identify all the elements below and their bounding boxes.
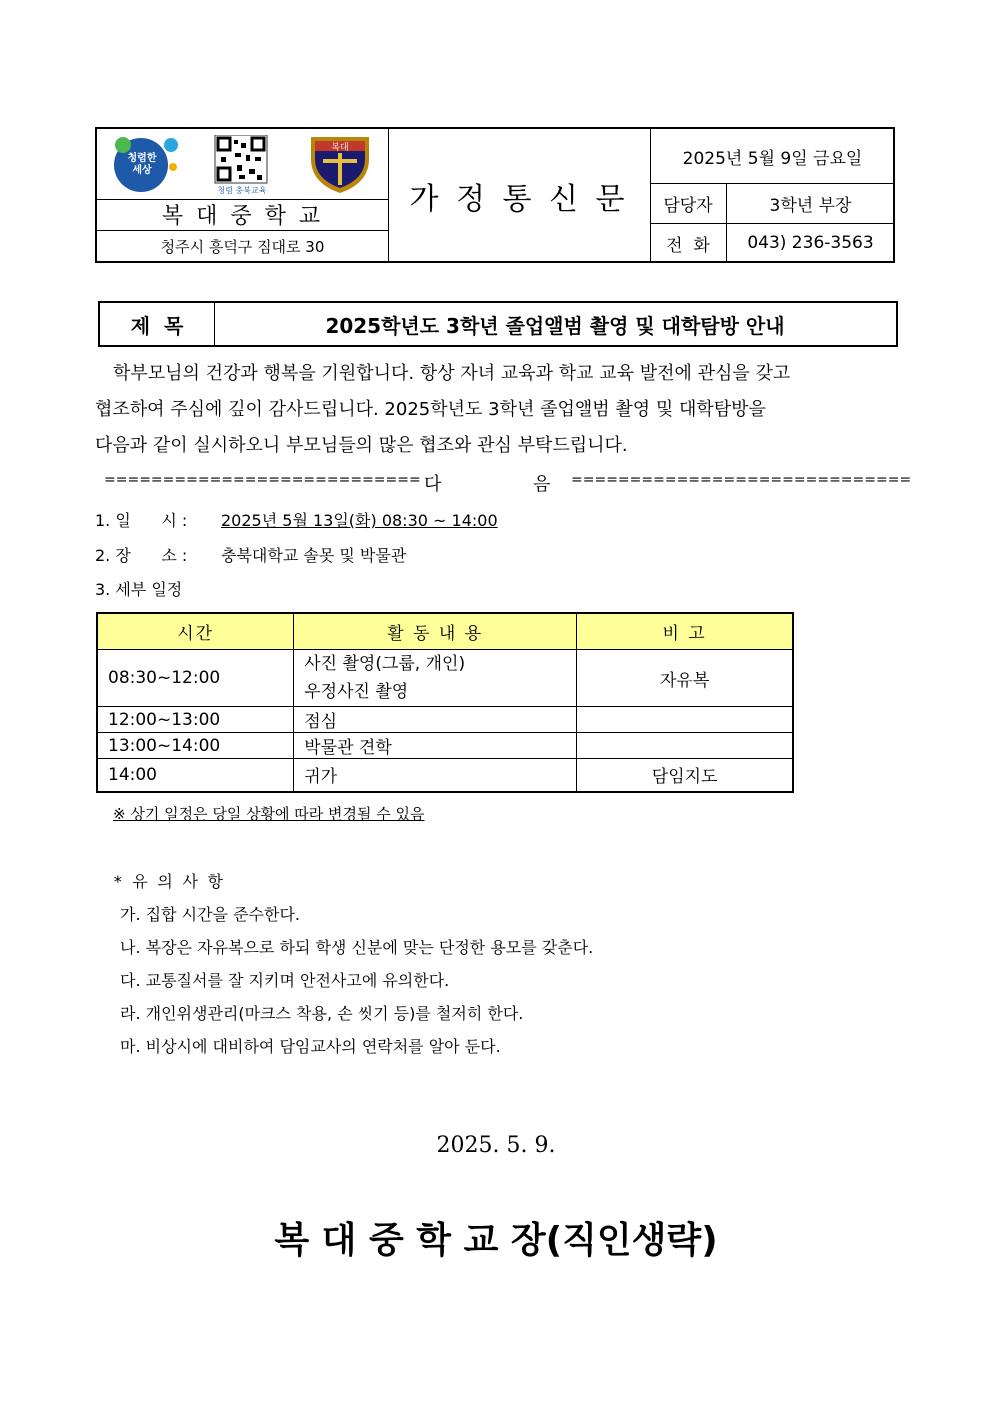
- subject-label: 제 목: [130, 313, 184, 338]
- caution-item: 다. 교통질서를 잘 지키며 안전사고에 유의한다.: [120, 971, 450, 990]
- header-time: 시간: [97, 613, 294, 650]
- row-activity: 귀가: [294, 759, 577, 792]
- row-activity: 박물관 견학: [294, 733, 577, 759]
- slogan-logo: [111, 133, 181, 197]
- schedule-footnote: ※ 상기 일정은 당일 상황에 따라 변경될 수 있음: [113, 805, 425, 823]
- slogan-text: 청렴한 세상: [127, 153, 157, 176]
- table-row: [97, 759, 793, 792]
- row-note: [577, 707, 793, 733]
- subject-box: [98, 301, 898, 347]
- header-note: 비 고: [577, 613, 793, 650]
- item-3-label: 3. 세부 일정: [95, 580, 183, 599]
- cautions-title: * 유 의 사 항: [113, 872, 223, 891]
- school-name: 복 대 중 학 교: [161, 204, 324, 229]
- table-row: [97, 707, 793, 733]
- schedule-table: [96, 612, 794, 793]
- caution-item: 마. 비상시에 대비하여 담임교사의 연락처를 알아 둔다.: [120, 1037, 501, 1056]
- activity-line: 우정사진 촬영: [304, 682, 409, 702]
- school-emblem: [307, 133, 373, 195]
- phone-label: 전 화: [666, 235, 710, 256]
- row-time: 13:00~14:00: [97, 733, 294, 759]
- header-activity: 활 동 내 용: [294, 613, 577, 650]
- row-activity: [294, 650, 577, 707]
- row-note: 담임지도: [577, 759, 793, 792]
- footer-date: 2025. 5. 9.: [436, 1133, 556, 1158]
- item-1-value: 2025년 5월 13일(화) 08:30 ~ 14:00: [221, 511, 498, 530]
- row-time: 08:30~12:00: [97, 650, 294, 707]
- intro-line-1: 학부모님의 건강과 행복을 기원합니다. 항상 자녀 교육과 학교 교육 발전에 관심을 갖고: [113, 363, 791, 384]
- divider-right: =============================: [571, 472, 912, 488]
- caution-item: 나. 복장은 자유복으로 하되 학생 신분에 맞는 단정한 용모를 갖춘다.: [120, 938, 594, 957]
- phone-value: 043) 236-3563: [747, 233, 874, 253]
- item-2-value: 충북대학교 솔못 및 박물관: [221, 546, 407, 565]
- table-row: [97, 733, 793, 759]
- activity-line: 사진 촬영(그룹, 개인): [304, 654, 466, 674]
- emblem-text: 복대: [331, 143, 349, 153]
- divider-da: 다: [424, 474, 442, 495]
- header-box: [95, 127, 895, 263]
- signature: 복 대 중 학 교 장(직인생략): [274, 1220, 718, 1261]
- caution-item: 가. 집합 시간을 준수한다.: [120, 905, 300, 924]
- row-time: 12:00~13:00: [97, 707, 294, 733]
- table-header-row: [97, 613, 793, 650]
- row-activity: 점심: [294, 707, 577, 733]
- divider-eum: 음: [533, 474, 551, 495]
- qr-code: [213, 135, 269, 185]
- newsletter-title: 가 정 통 신 문: [409, 182, 629, 217]
- row-note: 자유복: [577, 650, 793, 707]
- issue-date: 2025년 5월 9일 금요일: [682, 148, 863, 169]
- divider-left: ===========================: [104, 472, 421, 488]
- subject-title: 2025학년도 3학년 졸업앨범 촬영 및 대학탐방 안내: [325, 313, 785, 338]
- intro-line-2: 협조하여 주심에 깊이 감사드립니다. 2025학년도 3학년 졸업앨범 촬영 및 대학탐방을: [95, 399, 766, 420]
- manager-value: 3학년 부장: [769, 195, 852, 216]
- intro-line-3: 다음과 같이 실시하오니 부모님들의 많은 협조와 관심 부탁드립니다.: [95, 435, 628, 456]
- row-time: 14:00: [97, 759, 294, 792]
- table-row: [97, 650, 793, 707]
- item-1-label: 1. 일 시 :: [95, 511, 188, 530]
- manager-label: 담당자: [663, 195, 713, 216]
- school-address: 청주시 흥덕구 짐대로 30: [160, 238, 325, 256]
- row-note: [577, 733, 793, 759]
- caution-item: 라. 개인위생관리(마크스 착용, 손 씻기 등)를 철저히 한다.: [120, 1004, 524, 1023]
- item-2-label: 2. 장 소 :: [95, 546, 188, 565]
- qr-caption: 청렴 충북교육: [217, 186, 267, 195]
